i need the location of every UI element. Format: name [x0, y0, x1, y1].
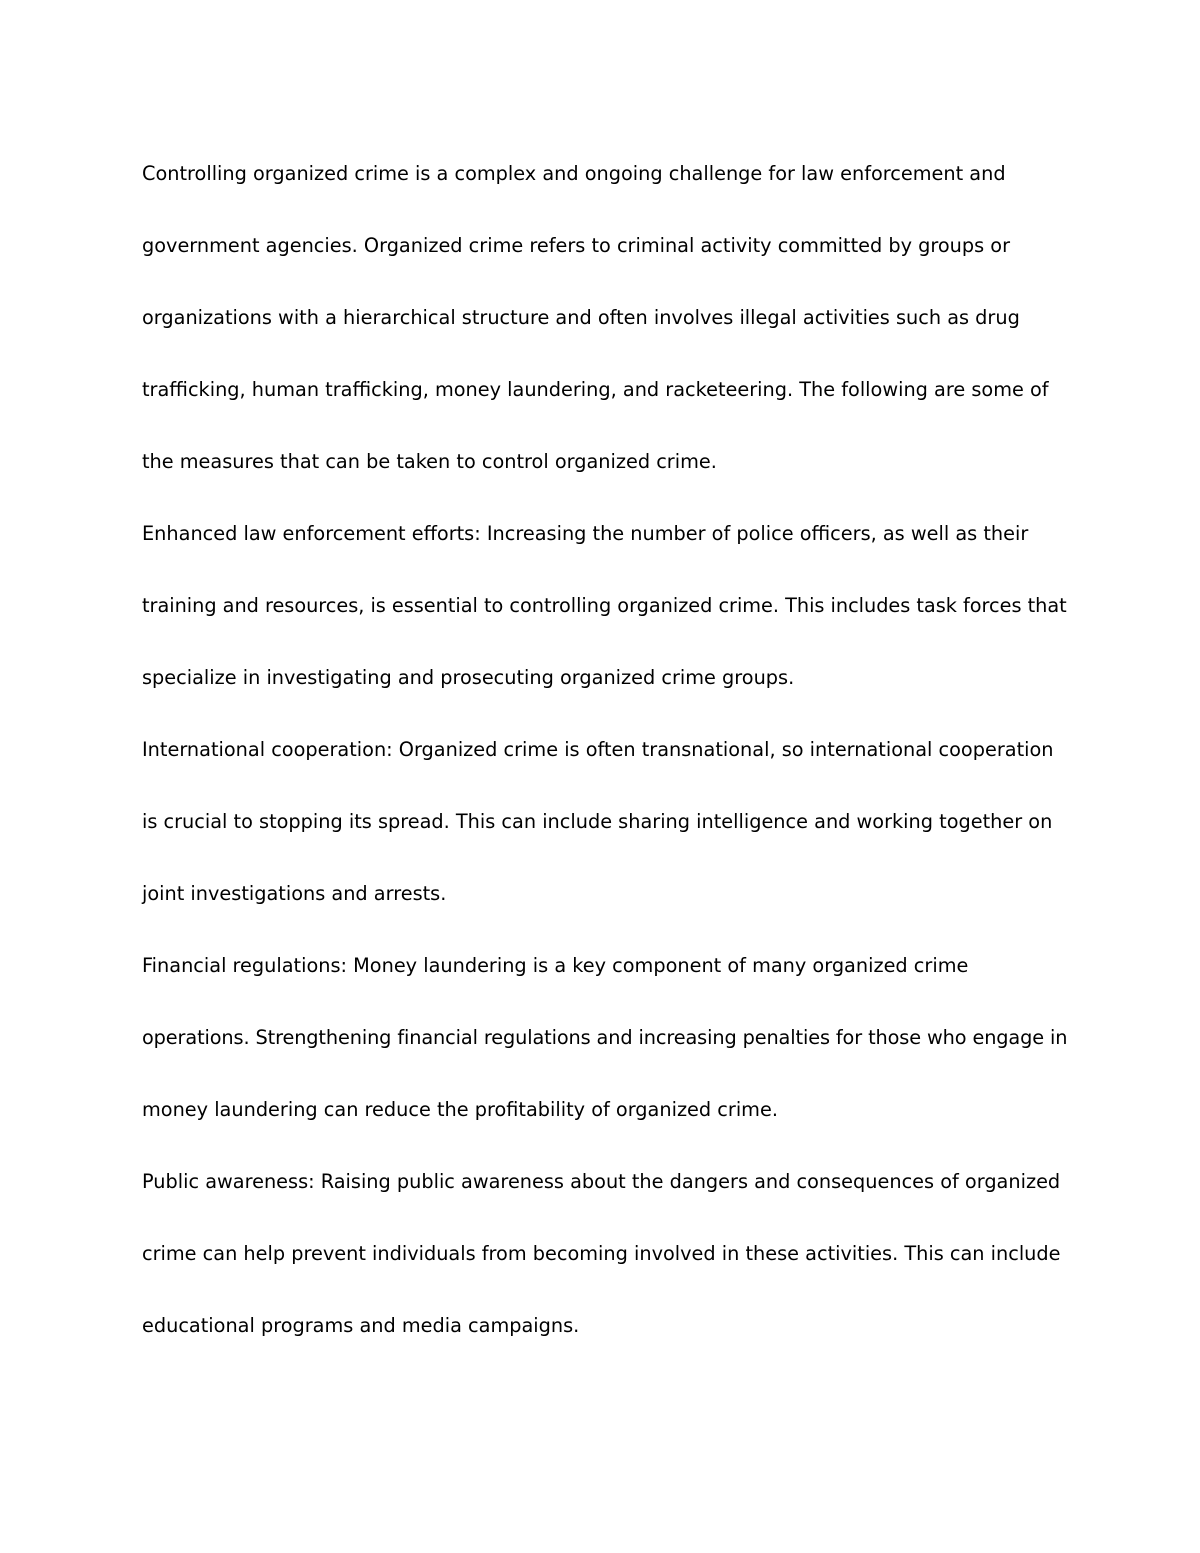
- paragraph-public-awareness: [142, 1146, 1067, 1362]
- text-line: training and resources, is essential to controlling organized crime. This includes task forces that: [142, 594, 1067, 617]
- text-line: trafficking, human trafficking, money laundering, and racketeering. The following are some of: [142, 378, 1049, 401]
- text-line: crime can help prevent individuals from becoming involved in these activities. This can include: [142, 1242, 1061, 1265]
- text-line: Financial regulations: Money laundering is a key component of many organized crime: [142, 954, 969, 977]
- paragraph-financial-regulations: [142, 930, 1067, 1146]
- text-line: operations. Strengthening financial regulations and increasing penalties for those who engage in: [142, 1026, 1068, 1049]
- text-line: International cooperation: Organized crime is often transnational, so international cooperation: [142, 738, 1054, 761]
- text-line: the measures that can be taken to control organized crime.: [142, 450, 717, 473]
- text-line: Controlling organized crime is a complex and ongoing challenge for law enforcement and: [142, 162, 1006, 185]
- text-line: government agencies. Organized crime refers to criminal activity committed by groups or: [142, 234, 1011, 257]
- text-line: educational programs and media campaigns.: [142, 1314, 580, 1337]
- text-line: specialize in investigating and prosecuting organized crime groups.: [142, 666, 795, 689]
- text-line: money laundering can reduce the profitability of organized crime.: [142, 1098, 778, 1121]
- paragraph-intro: [142, 138, 1067, 498]
- paragraph-international-cooperation: [142, 714, 1067, 930]
- text-line: Enhanced law enforcement efforts: Increasing the number of police officers, as well as their: [142, 522, 1029, 545]
- text-line: is crucial to stopping its spread. This can include sharing intelligence and working together on: [142, 810, 1053, 833]
- text-line: organizations with a hierarchical structure and often involves illegal activities such as drug: [142, 306, 1020, 329]
- document-body: [142, 138, 1067, 1362]
- text-line: Public awareness: Raising public awareness about the dangers and consequences of organized: [142, 1170, 1061, 1193]
- text-line: joint investigations and arrests.: [142, 882, 447, 905]
- paragraph-law-enforcement: [142, 498, 1067, 714]
